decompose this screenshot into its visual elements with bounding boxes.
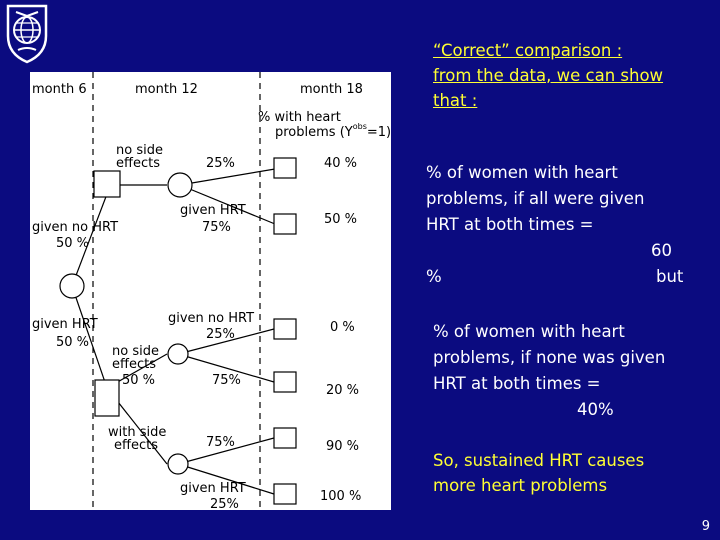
all-hrt-line-2: problems, if all were given	[426, 189, 645, 208]
label-pct-heart-1: % with heart	[258, 110, 341, 125]
label-pct-heart-2	[275, 122, 391, 140]
label-given-no-hrt: given no HRT	[32, 220, 119, 235]
outcome-box-6	[274, 484, 296, 504]
no-hrt-line-1: % of women with heart	[433, 322, 625, 341]
heading-line-1: “Correct” comparison :	[433, 41, 623, 60]
pct-heart-end: =1)	[366, 125, 391, 140]
label-given-hrt-b: given HRT	[32, 317, 98, 332]
label-p50c: 50 %	[122, 373, 156, 388]
decision-box-month6-bottom	[95, 380, 119, 416]
outcome-box-5	[274, 428, 296, 448]
outcome-label-3: 0 %	[330, 320, 355, 335]
outcome-label-5: 90 %	[326, 439, 360, 454]
university-crest-logo	[2, 2, 52, 66]
label-p50a: 50 %	[56, 236, 90, 251]
label-with-side-1: with side	[108, 425, 167, 440]
label-p75b: 75%	[212, 373, 241, 388]
outcome-label-1: 40 %	[324, 156, 358, 171]
outcome-box-3	[274, 319, 296, 339]
chance-node-with-side-effects	[168, 454, 188, 474]
all-hrt-value: 60	[651, 241, 672, 260]
label-p75a: 75%	[202, 220, 231, 235]
outcome-label-4: 20 %	[326, 383, 360, 398]
conclusion-line-2: more heart problems	[433, 476, 608, 495]
label-given-hrt-c: given HRT	[180, 481, 246, 496]
conclusion-line-1: So, sustained HRT causes	[433, 451, 645, 470]
pct-heart-sup: obs	[352, 122, 367, 131]
no-hrt-line-2: problems, if none was given	[433, 348, 666, 367]
outcome-box-1	[274, 158, 296, 178]
outcome-box-2	[274, 214, 296, 234]
chance-node-root	[60, 274, 84, 298]
label-p75c: 75%	[206, 435, 235, 450]
decision-tree-panel	[30, 72, 391, 510]
label-no-side-b1: no side	[112, 344, 159, 359]
label-given-hrt-a: given HRT	[180, 203, 246, 218]
label-month12: month 12	[135, 82, 198, 97]
label-p50b: 50 %	[56, 335, 90, 350]
all-hrt-line-1: % of women with heart	[426, 163, 618, 182]
chance-node-no-side-effects	[168, 344, 188, 364]
label-no-side-1: no side	[116, 143, 163, 158]
label-no-side-2: effects	[116, 156, 160, 171]
label-p25b: 25%	[206, 327, 235, 342]
no-hrt-line-3: HRT at both times =	[433, 374, 601, 393]
label-p25a: 25%	[206, 156, 235, 171]
label-no-side-b2: effects	[112, 357, 156, 372]
outcome-box-4	[274, 372, 296, 392]
outcome-label-6: 100 %	[320, 489, 362, 504]
no-hrt-value: 40%	[577, 400, 614, 419]
heading-line-2: from the data, we can show	[433, 66, 664, 85]
label-month18: month 18	[300, 82, 363, 97]
label-given-no-hrt-b: given no HRT	[168, 311, 255, 326]
page-number: 9	[701, 519, 710, 534]
pct-heart-main: problems (Y	[275, 125, 353, 140]
label-with-side-2: effects	[114, 438, 158, 453]
all-hrt-line-3: HRT at both times =	[426, 215, 594, 234]
heading-line-3: that :	[433, 91, 478, 110]
all-hrt-but: but	[656, 267, 684, 286]
outcome-label-2: 50 %	[324, 212, 358, 227]
all-hrt-percent: %	[426, 267, 442, 286]
label-p25c: 25%	[210, 497, 239, 510]
label-month6: month 6	[32, 82, 87, 97]
decision-box-month6-top	[94, 171, 120, 197]
chance-node-no-hrt	[168, 173, 192, 197]
